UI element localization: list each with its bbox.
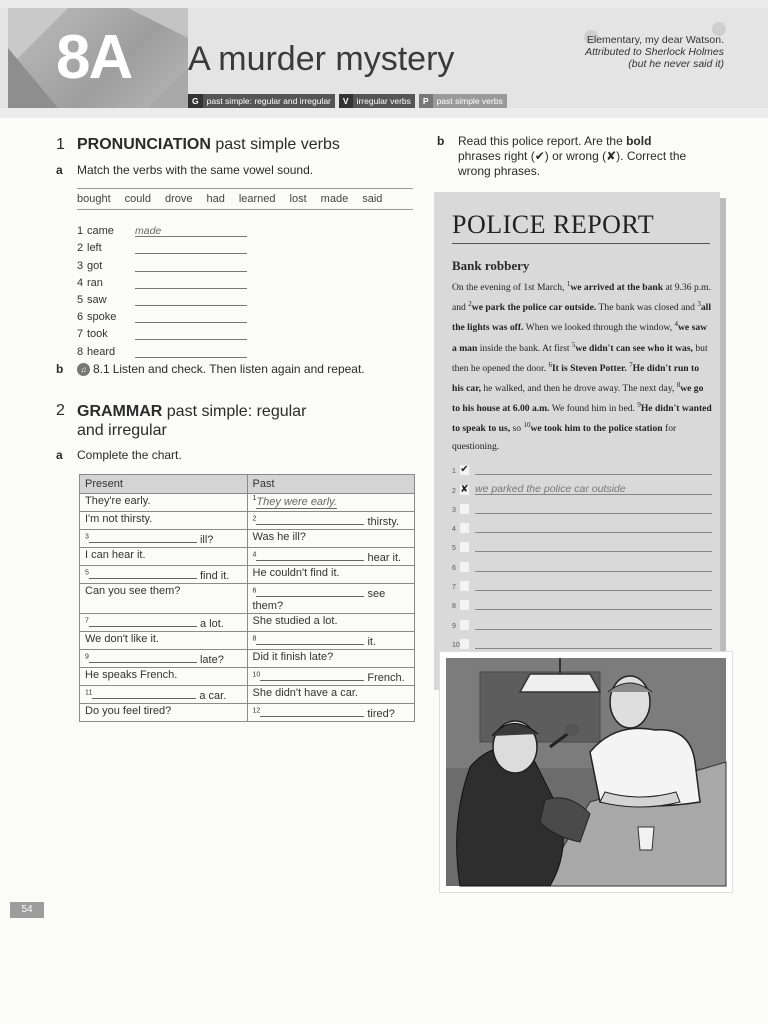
column-header-present: Present <box>80 475 248 494</box>
cell-text: I'm not thirsty. <box>85 513 153 525</box>
verb-option: bought <box>77 193 111 205</box>
table-row <box>80 668 415 686</box>
item-number: 9 <box>85 653 89 661</box>
item-number: 7 <box>77 328 84 341</box>
instruction-bold: bold <box>626 134 652 148</box>
answer-field[interactable] <box>135 260 247 272</box>
verb-option: had <box>206 193 225 205</box>
item-word: spoke <box>87 311 117 324</box>
answer-row <box>452 533 712 552</box>
past-cell[interactable] <box>247 512 415 530</box>
present-cell[interactable] <box>80 614 248 632</box>
page-title: A murder mystery <box>188 40 455 78</box>
item-number: 11 <box>85 689 93 697</box>
item-number: 4 <box>252 551 257 559</box>
answer-row <box>452 552 712 571</box>
answer-blank[interactable] <box>256 513 364 525</box>
report-bold-phrase: It is Steven Potter. <box>551 362 627 374</box>
item-number: 2 <box>252 515 257 523</box>
report-plain-text: On the evening of 1st March, <box>452 282 567 294</box>
tick-box[interactable] <box>460 620 469 630</box>
phrase-number: 5 <box>571 340 576 349</box>
verb-option: drove <box>164 193 193 205</box>
past-cell <box>247 614 415 632</box>
page-number: 54 <box>10 902 44 918</box>
report-plain-text: so <box>510 423 524 435</box>
audio-track: 8.1 <box>93 362 110 376</box>
report-bold-phrase: He didn't run to his car, <box>452 362 700 395</box>
phrase-number: 1 <box>566 280 571 288</box>
section-heading-rest: past simple verbs <box>215 136 340 153</box>
phrase-number: 9 <box>637 401 641 410</box>
tick-box[interactable]: ✘ <box>460 483 469 495</box>
report-plain-text: We found him in bed. <box>549 403 638 415</box>
past-cell[interactable] <box>247 632 415 650</box>
quote-note: (but he never said it) <box>628 58 724 70</box>
tag-letter: G <box>188 94 203 108</box>
table-row <box>80 494 415 512</box>
item-number: 5 <box>85 569 89 577</box>
present-cell <box>80 668 248 686</box>
cell-text: She studied a lot. <box>252 615 338 627</box>
item-number: 8 <box>252 635 257 643</box>
item-word: came <box>87 225 114 238</box>
listen-text: Listen and check. Then listen again and repeat. <box>112 362 365 376</box>
answer-blank[interactable] <box>89 615 197 627</box>
item-word: left <box>87 242 102 255</box>
past-cell[interactable] <box>247 668 415 686</box>
matching-list <box>77 220 247 358</box>
present-cell <box>80 548 248 566</box>
answer-number: 10 <box>452 641 460 649</box>
answer-blank[interactable] <box>92 687 196 699</box>
answer-blank[interactable] <box>260 705 364 717</box>
cell-text: Did it finish late? <box>252 651 334 663</box>
phrase-number: 10 <box>523 421 531 430</box>
answer-blank[interactable] <box>89 531 197 543</box>
present-cell[interactable] <box>80 530 248 548</box>
correction-field[interactable] <box>475 579 712 591</box>
answer-field[interactable] <box>135 328 247 340</box>
past-cell <box>247 650 415 668</box>
verb-option: said <box>362 193 383 205</box>
section-heading-bold: PRONUNCIATION <box>77 136 211 153</box>
list-item <box>77 272 247 289</box>
correction-field[interactable] <box>475 540 712 552</box>
table-row <box>80 632 415 650</box>
tag-text: past simple: regular and irregular <box>206 96 331 106</box>
cell-text: ill? <box>199 534 214 546</box>
tick-box[interactable] <box>460 562 469 572</box>
answer-row <box>452 456 712 475</box>
past-cell <box>247 530 415 548</box>
section-number: 2 <box>56 402 65 419</box>
cell-text: see <box>367 588 386 600</box>
answer-field[interactable] <box>135 242 247 254</box>
answer-number: 5 <box>452 545 456 553</box>
answer-field[interactable] <box>135 346 247 358</box>
answer-row <box>452 475 712 494</box>
answer-number: 6 <box>452 564 456 572</box>
verb-option: lost <box>289 193 307 205</box>
cell-text: He speaks French. <box>85 669 178 681</box>
example-answer: They were early. <box>256 495 337 508</box>
cell-text: She didn't have a car. <box>252 687 358 699</box>
quote-text: Elementary, my dear Watson. <box>586 34 724 46</box>
tick-box[interactable] <box>460 600 469 610</box>
report-plain-text: at 9.36 p.m. and <box>452 282 712 314</box>
instruction-part: phrases right (✔) or wrong (✘). Correct the <box>458 149 687 163</box>
item-number: 3 <box>77 259 84 272</box>
item-word: took <box>87 328 108 341</box>
present-cell[interactable] <box>80 686 248 704</box>
table-row <box>80 566 415 584</box>
answer-row <box>452 514 712 533</box>
past-cell[interactable] <box>247 548 415 566</box>
verb-box <box>77 188 413 210</box>
phrase-number: 6 <box>548 360 552 369</box>
past-cell[interactable] <box>247 494 415 512</box>
section-heading-line2: and irregular <box>77 422 167 439</box>
present-cell <box>80 704 248 722</box>
present-cell <box>80 584 248 614</box>
present-cell[interactable] <box>80 566 248 584</box>
correction-field[interactable] <box>475 637 712 649</box>
tag-letter: P <box>419 94 433 108</box>
instruction-part: wrong phrases. <box>458 164 541 178</box>
correction-field[interactable]: we parked the police car outside <box>475 483 712 495</box>
answer-number: 9 <box>452 622 456 630</box>
item-number: 4 <box>77 276 84 289</box>
item-word: got <box>87 259 103 272</box>
cell-text: Was he ill? <box>252 531 306 543</box>
exercise-instruction <box>458 134 728 179</box>
correction-field[interactable] <box>475 502 712 514</box>
present-cell <box>80 512 248 530</box>
cell-text: them? <box>252 600 284 612</box>
section-heading <box>77 402 306 440</box>
table-row <box>80 704 415 722</box>
answer-number: 2 <box>452 487 456 495</box>
present-cell <box>80 494 248 512</box>
item-number: 6 <box>252 587 257 595</box>
cell-text: a car. <box>199 690 227 702</box>
pronunciation-tag <box>419 94 507 108</box>
report-plain-text: but then he opened the door. <box>452 342 708 374</box>
answer-row <box>452 572 712 591</box>
item-number: 3 <box>85 533 89 541</box>
listen-instruction <box>77 362 365 376</box>
section-heading-bold: GRAMMAR <box>77 403 163 420</box>
list-item <box>77 254 247 271</box>
past-cell[interactable] <box>247 704 415 722</box>
cell-text: find it. <box>199 570 230 582</box>
tick-box[interactable] <box>460 581 469 591</box>
report-bold-phrase: we arrived at the bank <box>570 282 664 294</box>
present-cell[interactable] <box>80 650 248 668</box>
exercise-letter: a <box>56 448 63 462</box>
cell-text: Can you see them? <box>85 585 181 597</box>
item-number: 7 <box>85 617 89 625</box>
answer-field[interactable] <box>135 311 247 323</box>
report-plain-text: he walked, and then he drove away. The next day, <box>480 383 677 395</box>
section-heading <box>77 136 340 154</box>
tag-text: past simple verbs <box>433 94 507 108</box>
list-item <box>77 306 247 323</box>
table-row <box>80 530 415 548</box>
report-bold-phrase: we saw a man <box>452 322 708 354</box>
table-row <box>80 614 415 632</box>
answer-blank[interactable] <box>256 549 364 561</box>
answer-lines <box>452 456 712 649</box>
header-quote <box>524 34 724 70</box>
answer-number: 4 <box>452 526 456 534</box>
past-cell[interactable] <box>247 584 415 614</box>
table-row <box>80 548 415 566</box>
answer-number: 1 <box>452 468 456 476</box>
cell-text: it. <box>367 636 377 648</box>
past-cell <box>247 686 415 704</box>
tick-box[interactable]: ✔ <box>460 464 469 476</box>
verb-chart <box>79 474 415 722</box>
item-word: saw <box>87 293 107 306</box>
report-bold-phrase: we go to his house at 6.00 a.m. <box>452 383 704 415</box>
quote-attribution: Attributed to Sherlock Holmes <box>585 46 724 58</box>
item-number: 5 <box>77 293 84 306</box>
table-row <box>80 650 415 668</box>
report-subtitle: Bank robbery <box>452 258 530 273</box>
correction-field[interactable] <box>475 560 712 572</box>
tick-box[interactable] <box>460 542 469 552</box>
item-number: 6 <box>77 311 84 324</box>
correction-field[interactable] <box>475 598 712 610</box>
verb-option: made <box>320 193 349 205</box>
item-word: heard <box>87 345 116 358</box>
focus-tags <box>188 94 507 108</box>
report-plain-text: The bank was closed and <box>596 302 698 314</box>
title-divider <box>452 243 710 244</box>
present-cell <box>80 632 248 650</box>
cell-text: late? <box>199 654 224 666</box>
list-item <box>77 220 247 237</box>
answer-blank[interactable] <box>89 651 197 663</box>
phrase-number: 8 <box>676 380 681 389</box>
past-cell <box>247 566 415 584</box>
cell-text: I can hear it. <box>85 549 146 561</box>
tick-box[interactable] <box>460 523 469 533</box>
answer-blank[interactable] <box>260 669 364 681</box>
table-row <box>80 584 415 614</box>
exercise-letter: b <box>56 362 64 376</box>
exercise-instruction: Match the verbs with the same vowel sound. <box>77 163 314 177</box>
answer-row <box>452 610 712 629</box>
cell-text: They're early. <box>85 495 151 507</box>
unit-number: 8A <box>56 23 132 92</box>
item-number: 2 <box>77 242 84 255</box>
cell-text: We don't like it. <box>85 633 160 645</box>
answer-number: 7 <box>452 584 456 592</box>
list-item <box>77 340 247 357</box>
grammar-tag <box>188 94 335 108</box>
report-bold-phrase: we didn't can see who it was, <box>575 342 693 354</box>
table-row <box>80 686 415 704</box>
exercise-letter: a <box>56 163 63 177</box>
audio-icon[interactable]: ♫ <box>77 363 90 376</box>
answer-blank[interactable] <box>89 567 197 579</box>
section-number: 1 <box>56 136 65 153</box>
verb-option: could <box>124 193 151 205</box>
list-item <box>77 237 247 254</box>
correction-field[interactable] <box>475 463 712 475</box>
phrase-number: 3 <box>697 300 701 309</box>
verb-option: learned <box>238 193 276 205</box>
tag-text: irregular verbs <box>356 96 411 106</box>
item-number: 1 <box>77 225 84 238</box>
phrase-number: 7 <box>629 360 633 369</box>
phrase-number: 4 <box>674 320 678 329</box>
report-title: POLICE REPORT <box>452 210 655 239</box>
answer-field[interactable]: made <box>135 225 247 237</box>
answer-row <box>452 630 712 649</box>
answer-number: 8 <box>452 603 456 611</box>
answer-field[interactable] <box>135 294 247 306</box>
vocabulary-tag <box>339 94 415 108</box>
cell-text: French. <box>367 672 405 684</box>
item-number: 1 <box>252 495 257 502</box>
answer-blank[interactable] <box>256 633 364 645</box>
answer-number: 3 <box>452 506 456 514</box>
report-bold-phrase: we took him to the police station <box>530 423 663 435</box>
cell-text: hear it. <box>367 552 402 564</box>
item-word: ran <box>87 276 103 289</box>
exercise-instruction: Complete the chart. <box>77 448 182 462</box>
correction-field[interactable] <box>475 521 712 533</box>
report-bold-phrase: all the lights was off. <box>452 302 712 334</box>
tick-box[interactable] <box>460 639 469 649</box>
answer-row <box>452 591 712 610</box>
instruction-part: Read this police report. Are the <box>458 134 627 148</box>
column-header-past: Past <box>247 475 415 494</box>
item-number: 10 <box>252 671 261 679</box>
report-plain-text: inside the bank. At first <box>477 342 572 354</box>
cell-text: He couldn't find it. <box>252 567 340 579</box>
report-bold-phrase: we park the police car outside. <box>471 302 597 314</box>
cell-text: Do you feel tired? <box>85 705 172 717</box>
list-item <box>77 323 247 340</box>
table-row <box>80 512 415 530</box>
answer-row <box>452 495 712 514</box>
report-text <box>452 276 712 455</box>
tag-letter: V <box>339 94 353 108</box>
cell-text: a lot. <box>199 618 224 630</box>
report-plain-text: for questioning. <box>452 423 677 452</box>
cell-text: tired? <box>367 708 395 720</box>
exercise-letter: b <box>437 134 445 148</box>
section-heading-rest: past simple: regular <box>166 403 307 420</box>
item-number: 12 <box>252 707 261 715</box>
correction-field[interactable] <box>475 618 712 630</box>
interrogation-illustration <box>440 652 732 892</box>
answer-blank[interactable] <box>256 585 364 597</box>
answer-field[interactable] <box>135 277 247 289</box>
item-number: 8 <box>77 345 84 358</box>
report-plain-text: When we looked through the window, <box>523 322 675 334</box>
phrase-number: 2 <box>468 300 472 309</box>
tick-box[interactable] <box>460 504 469 514</box>
list-item <box>77 289 247 306</box>
report-bold-phrase: He didn't wanted to speak to us, <box>452 403 712 435</box>
cell-text: thirsty. <box>367 516 400 528</box>
